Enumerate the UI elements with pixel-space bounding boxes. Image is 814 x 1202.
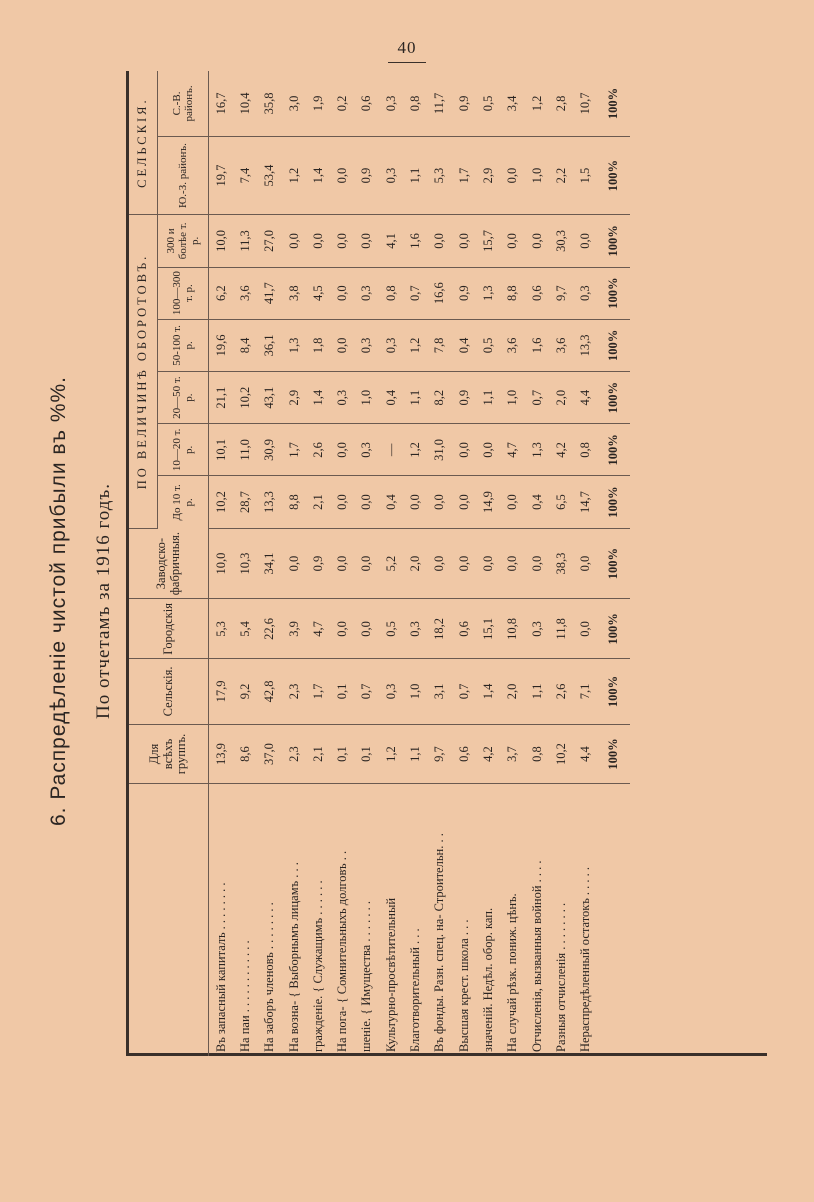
table-cell: 15,7 [476, 215, 500, 267]
header-region-col: С.-В. районъ. [158, 71, 209, 136]
header-rural: Сельскія. [129, 659, 209, 724]
table-cell: 3,4 [501, 71, 525, 136]
table-cell: 5,3 [428, 136, 452, 214]
total-label [598, 784, 630, 1056]
table-cell: 13,3 [573, 319, 597, 371]
table-cell: 0,0 [282, 528, 306, 599]
table-cell: 1,7 [282, 424, 306, 476]
table-cell: 0,0 [330, 319, 354, 371]
table-cell: 14,7 [573, 476, 597, 528]
table-cell: 0,3 [330, 372, 354, 424]
table-cell: 36,1 [258, 319, 282, 371]
table-cell: 43,1 [258, 372, 282, 424]
table-cell: 21,1 [209, 372, 234, 424]
table-cell: 0,0 [428, 528, 452, 599]
table-cell: 10,0 [209, 528, 234, 599]
table-cell: 0,0 [452, 528, 476, 599]
table-cell: 2,0 [549, 372, 573, 424]
table-cell: 3,0 [282, 71, 306, 136]
table-cell: 8,4 [233, 319, 257, 371]
header-turnover-col: До 10 т. р. [158, 476, 209, 528]
table-cell: 0,4 [452, 319, 476, 371]
table-cell: 42,8 [258, 659, 282, 724]
table-row [258, 71, 282, 1056]
total-cell: 100% [598, 71, 630, 136]
table-cell: 0,7 [403, 267, 427, 319]
table-cell: 11,8 [549, 599, 573, 659]
table-cell: 7,8 [428, 319, 452, 371]
header-turnover-group: ПО ВЕЛИЧИНѢ ОБОРОТОВЪ. [129, 215, 158, 528]
table-cell: 0,0 [452, 476, 476, 528]
table-cell: 8,2 [428, 372, 452, 424]
table-cell: 8,6 [233, 724, 257, 784]
header-turnover-col: 100—300 т. р. [158, 267, 209, 319]
table-body [209, 71, 630, 1056]
table-cell: 0,7 [355, 659, 379, 724]
table-cell: 3,1 [428, 659, 452, 724]
row-label: Отчисленія, вызванныя войной . . . . [529, 860, 544, 1052]
table-cell: 0,3 [355, 267, 379, 319]
table-row [306, 71, 330, 1056]
table-cell: 13,9 [209, 724, 234, 784]
header-factory: Заводско-фабричныя. [129, 528, 209, 599]
table-cell: 2,0 [403, 528, 427, 599]
header-region-col: Ю.-З. районъ. [158, 136, 209, 214]
table-cell: 0,5 [476, 319, 500, 371]
table-cell: 19,6 [209, 319, 234, 371]
table-cell: 0,9 [452, 372, 476, 424]
table-cell: 0,0 [355, 599, 379, 659]
table-cell: 0,4 [379, 372, 403, 424]
table-cell: 0,0 [452, 215, 476, 267]
table-cell: 4,4 [573, 372, 597, 424]
table-row [476, 71, 500, 1056]
total-cell: 100% [598, 267, 630, 319]
table-cell: 3,6 [549, 319, 573, 371]
row-label: Благотворительный . . . [408, 928, 423, 1052]
section-subtitle: По отчетамъ за 1916 годъ. [93, 482, 114, 720]
page-number-rule [388, 62, 426, 63]
table-cell: 10,2 [233, 372, 257, 424]
header-turnover-col: 50-100 т. р. [158, 319, 209, 371]
table-cell: 10,2 [209, 476, 234, 528]
table-cell: 0,7 [525, 372, 549, 424]
table-cell: 0,7 [452, 659, 476, 724]
table-cell: 1,1 [403, 724, 427, 784]
table-cell: 2,9 [476, 136, 500, 214]
table-cell: 0,6 [525, 267, 549, 319]
table-row [428, 71, 452, 1056]
table-cell: 4,1 [379, 215, 403, 267]
table-cell: 0,0 [573, 599, 597, 659]
table-cell: 0,1 [330, 724, 354, 784]
row-label: Высшая крест. школа . . . [456, 919, 471, 1052]
table-cell: — [379, 424, 403, 476]
table-cell: 6,5 [549, 476, 573, 528]
table-cell: 0,8 [525, 724, 549, 784]
table-cell: 1,4 [476, 659, 500, 724]
header-turnover-col: 20—50 т. р. [158, 372, 209, 424]
table-cell: 0,8 [379, 267, 403, 319]
row-label: На случай рѣзк. пониж. цѣнъ. [505, 893, 520, 1052]
table-cell: 0,9 [452, 267, 476, 319]
table-row [403, 71, 427, 1056]
table-row [501, 71, 525, 1056]
table-cell: 0,3 [379, 136, 403, 214]
table-cell: 5,2 [379, 528, 403, 599]
row-label: Разныя отчисленія . . . . . . . . [553, 902, 568, 1052]
table-cell: 0,0 [355, 215, 379, 267]
table-cell: 0,0 [428, 476, 452, 528]
table-cell: 0,0 [306, 215, 330, 267]
table-cell: 0,3 [355, 319, 379, 371]
table-cell: 0,9 [355, 136, 379, 214]
table-cell: 18,2 [428, 599, 452, 659]
table-cell: 9,7 [549, 267, 573, 319]
table-cell: 1,5 [573, 136, 597, 214]
table-cell: 16,7 [209, 71, 234, 136]
table-cell: 4,7 [306, 599, 330, 659]
table-cell: 35,8 [258, 71, 282, 136]
table-cell: 2,6 [306, 424, 330, 476]
page-number: 40 [397, 38, 417, 57]
table-cell: 5,4 [233, 599, 257, 659]
table-cell: 17,9 [209, 659, 234, 724]
row-label: На возна- { Выборнымъ лицамъ . . . [286, 862, 301, 1052]
table-cell: 0,6 [452, 599, 476, 659]
table-cell: 0,5 [476, 71, 500, 136]
table-cell: 4,5 [306, 267, 330, 319]
table-cell: 0,3 [525, 599, 549, 659]
table-cell: 3,9 [282, 599, 306, 659]
table-cell: 9,7 [428, 724, 452, 784]
table-cell: 5,3 [209, 599, 234, 659]
table-cell: 1,1 [476, 372, 500, 424]
table-cell: 0,0 [476, 528, 500, 599]
table-cell: 2,2 [549, 136, 573, 214]
table-cell: 10,0 [209, 215, 234, 267]
table-row [573, 71, 597, 1056]
header-turnover-col: 10—20 т. р. [158, 424, 209, 476]
table-cell: 1,3 [282, 319, 306, 371]
table-row [209, 71, 234, 1056]
table-cell: 10,7 [573, 71, 597, 136]
table-cell: 1,1 [403, 136, 427, 214]
table-cell: 0,0 [573, 528, 597, 599]
table-cell: 0,1 [355, 724, 379, 784]
table-cell: 31,0 [428, 424, 452, 476]
table-cell: 0,0 [330, 267, 354, 319]
table-cell: 2,3 [282, 659, 306, 724]
table-cell: 3,6 [501, 319, 525, 371]
table-cell: 14,9 [476, 476, 500, 528]
table-cell: 9,2 [233, 659, 257, 724]
table-cell: 16,6 [428, 267, 452, 319]
table-cell: 2,1 [306, 476, 330, 528]
table-cell: 1,0 [355, 372, 379, 424]
table-cell: 22,6 [258, 599, 282, 659]
table-row [379, 71, 403, 1056]
table-cell: 2,9 [282, 372, 306, 424]
table-cell: 10,4 [233, 71, 257, 136]
table-cell: 1,6 [525, 319, 549, 371]
table-cell: 4,4 [573, 724, 597, 784]
table-cell: 4,2 [476, 724, 500, 784]
table-cell: 0,0 [403, 476, 427, 528]
table-cell: 3,6 [233, 267, 257, 319]
table-cell: 1,4 [306, 372, 330, 424]
table-cell: 38,3 [549, 528, 573, 599]
table-cell: 0,6 [452, 724, 476, 784]
section-title: 6. Распредѣленіе чистой прибыли въ %%. [47, 375, 70, 827]
table-row [233, 71, 257, 1056]
table-cell: 19,7 [209, 136, 234, 214]
table-row [452, 71, 476, 1056]
table-cell: 0,0 [330, 599, 354, 659]
table-cell: 41,7 [258, 267, 282, 319]
table-cell: 11,3 [233, 215, 257, 267]
table-cell: 0,0 [330, 424, 354, 476]
row-label: Въ запасный капиталъ . . . . . . . . [213, 882, 228, 1052]
table-cell: 0,5 [379, 599, 403, 659]
table-cell: 0,3 [403, 599, 427, 659]
table-cell: 53,4 [258, 136, 282, 214]
table-cell: 2,1 [306, 724, 330, 784]
table-cell: 2,8 [549, 71, 573, 136]
rotated-table-area [47, 71, 767, 1131]
table-cell: 4,2 [549, 424, 573, 476]
table-cell: 1,4 [306, 136, 330, 214]
table-cell: 1,0 [501, 372, 525, 424]
table-cell: 34,1 [258, 528, 282, 599]
table-cell: 28,7 [233, 476, 257, 528]
table-row [525, 71, 549, 1056]
table-cell: 27,0 [258, 215, 282, 267]
total-cell: 100% [598, 724, 630, 784]
table-cell: 0,0 [330, 528, 354, 599]
table-cell: 0,0 [501, 215, 525, 267]
table-cell: 0,0 [452, 424, 476, 476]
table-cell: 0,0 [355, 476, 379, 528]
table-cell: 3,7 [501, 724, 525, 784]
table-cell: 1,7 [452, 136, 476, 214]
table-cell: 6,2 [209, 267, 234, 319]
table-cell: 1,1 [403, 372, 427, 424]
table-cell: 1,2 [403, 424, 427, 476]
table-cell: 0,9 [306, 528, 330, 599]
label-header [129, 784, 209, 1056]
total-cell: 100% [598, 599, 630, 659]
row-label: шеніе. { Имущества . . . . . . . [359, 901, 374, 1052]
table-cell: 0,3 [573, 267, 597, 319]
table-cell: 1,9 [306, 71, 330, 136]
table-cell: 1,7 [306, 659, 330, 724]
table-cell: 2,0 [501, 659, 525, 724]
table-cell: 0,6 [355, 71, 379, 136]
table-cell: 0,3 [379, 659, 403, 724]
table-cell: 1,3 [525, 424, 549, 476]
table-cell: 30,3 [549, 215, 573, 267]
table-cell: 10,2 [549, 724, 573, 784]
table-cell: 0,1 [330, 659, 354, 724]
table-cell: 0,2 [330, 71, 354, 136]
header-urban: Городскія [129, 599, 209, 659]
table-cell: 0,0 [525, 215, 549, 267]
total-cell: 100% [598, 476, 630, 528]
header-rural-group: СЕЛЬСКІЯ. [129, 71, 158, 215]
table-cell: 3,8 [282, 267, 306, 319]
total-cell: 100% [598, 528, 630, 599]
table-row [330, 71, 354, 1056]
row-label: значеній. Недѣл. обор. кап. [480, 907, 495, 1052]
table-cell: 4,7 [501, 424, 525, 476]
row-label: Въ фонды. Разн. спец. на- Строительн. . . [432, 833, 447, 1052]
table-cell: 7,1 [573, 659, 597, 724]
table-cell: 11,0 [233, 424, 257, 476]
table-cell: 0,8 [403, 71, 427, 136]
table-cell: 7,4 [233, 136, 257, 214]
profit-distribution-table [129, 71, 630, 1056]
table-cell: 1,0 [403, 659, 427, 724]
table-cell: 0,0 [330, 476, 354, 528]
total-cell: 100% [598, 659, 630, 724]
table-cell: 30,9 [258, 424, 282, 476]
total-cell: 100% [598, 372, 630, 424]
table-cell: 0,4 [379, 476, 403, 528]
table-cell: 10,1 [209, 424, 234, 476]
table-cell: 1,2 [282, 136, 306, 214]
table-cell: 2,6 [549, 659, 573, 724]
table-cell: 0,0 [501, 136, 525, 214]
row-label: Нераспредѣленный остатокъ . . . . . [578, 866, 593, 1052]
table-cell: 1,8 [306, 319, 330, 371]
header-turnover-col: 300 и болѣе т. р. [158, 215, 209, 267]
table-row [355, 71, 379, 1056]
table-cell: 11,7 [428, 71, 452, 136]
table-cell: 0,0 [355, 528, 379, 599]
table-cell: 1,2 [379, 724, 403, 784]
table-cell: 0,0 [282, 215, 306, 267]
row-label: гражденіе. { Служащимъ . . . . . . [310, 880, 325, 1052]
table-cell: 1,1 [525, 659, 549, 724]
total-cell: 100% [598, 215, 630, 267]
table-cell: 13,3 [258, 476, 282, 528]
table-cell: 0,0 [330, 215, 354, 267]
total-row [598, 71, 630, 1056]
table-cell: 37,0 [258, 724, 282, 784]
table-cell: 0,0 [573, 215, 597, 267]
table-cell: 8,8 [501, 267, 525, 319]
table-cell: 2,3 [282, 724, 306, 784]
table-cell: 0,3 [355, 424, 379, 476]
table-cell: 8,8 [282, 476, 306, 528]
table-row [282, 71, 306, 1056]
table-cell: 0,0 [525, 528, 549, 599]
table-cell: 1,2 [525, 71, 549, 136]
total-cell: 100% [598, 319, 630, 371]
row-label: Культурно-просвѣтительный [383, 897, 398, 1052]
table-cell: 1,2 [403, 319, 427, 371]
table-cell: 0,9 [452, 71, 476, 136]
table-cell: 0,3 [379, 319, 403, 371]
table-cell: 0,8 [573, 424, 597, 476]
table-cell: 0,3 [379, 71, 403, 136]
table-row [549, 71, 573, 1056]
row-label: На пога- { Сомнительныхъ долговъ . . [335, 850, 350, 1052]
table-cell: 0,0 [476, 424, 500, 476]
table-cell: 10,3 [233, 528, 257, 599]
table-cell: 10,8 [501, 599, 525, 659]
total-cell: 100% [598, 424, 630, 476]
table-cell: 0,0 [428, 215, 452, 267]
table-cell: 1,6 [403, 215, 427, 267]
table-cell: 0,0 [501, 528, 525, 599]
table-cell: 15,1 [476, 599, 500, 659]
row-label: На заборъ членовъ . . . . . . . . [262, 902, 277, 1052]
table-cell: 0,0 [501, 476, 525, 528]
table-cell: 1,3 [476, 267, 500, 319]
total-cell: 100% [598, 136, 630, 214]
table-cell: 0,0 [330, 136, 354, 214]
table-cell: 0,4 [525, 476, 549, 528]
table-cell: 1,0 [525, 136, 549, 214]
header-all-groups: Для всѣхъ группъ. [129, 724, 209, 784]
row-label: На паи . . . . . . . . . . . . [237, 940, 252, 1052]
